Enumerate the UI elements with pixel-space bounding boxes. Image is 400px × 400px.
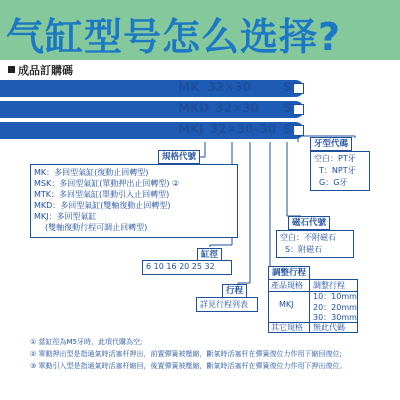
code-s: S [283,101,292,115]
spec-row: (雙軸復動行程可調止回轉型) [45,223,148,232]
footnote: ① 當缸徑為M5牙時，此項代購為空; [30,338,143,346]
bore-box [142,260,232,275]
code-s: S [283,80,292,94]
code-prefix: MKD [178,101,210,115]
bore-values: 6 10 16 20 25 32 [146,262,215,271]
thread-row: 空白：PT牙 [314,154,356,163]
spec-row: MKJ：多回型氣缸 [34,212,97,221]
thread-row: T：NPT牙 [319,166,356,175]
adjust-footer: 無此代碼 [313,323,345,332]
magnet-code-box [276,230,354,258]
code-size: 32×30 [215,101,259,115]
adjust-footer: 其它規格 [271,323,303,332]
section-title: 成品訂購碼 [18,64,73,77]
code-size: 32×30 [207,80,251,94]
adjust-stroke-header: 調整行程 [268,266,310,280]
stroke-header: 行程 [222,284,247,298]
footnote: ③ 單動引入型是指通氣時活塞杆縮回，後置彈簧被壓縮，斷氣時活塞杆在彈簧復位力作用下押出復位。 [30,362,347,370]
table-divider [309,280,310,332]
thread-row: G：G牙 [319,178,348,187]
thread-code-box [310,151,370,191]
bore-header: 缸徑 [197,248,222,262]
spec-row: MK：多回型氣缸(復動止回轉型) [34,168,149,177]
thread-code-header: 牙型代碼 [310,137,352,151]
magnet-code-header: 磁石代號 [288,216,330,230]
footnote: ② 單動押出型是指通氣時活塞杆押出，前置彈簧被壓縮，斷氣時活塞杆在彈簧復位力作用下縮回復位; [30,350,342,358]
adjust-col-header: 調整行程 [313,281,345,290]
spec-row: MSK：多回型氣缸(單動押出止回轉型) ② [34,179,180,188]
magnet-row: 空白：不附磁石 [280,233,336,242]
stroke-box [196,297,258,312]
code-prefix: MKJ [178,122,204,136]
adjust-row: 30：30mm [313,313,357,322]
adjust-row: 10：10mm [313,292,357,301]
spec-row: MKD：多回型氣缸(雙軸復動止回轉型) [34,201,171,210]
stroke-note: 詳見行程列表 [200,300,248,309]
magnet-row: S：附磁石 [285,245,323,254]
adjust-model: MKJ [279,300,294,309]
spec-code-header: 規格代號 [158,150,200,164]
code-size: 32×30–30 [209,122,277,136]
spec-code-box [30,164,238,238]
adjust-col-header: 產品規格 [271,281,303,290]
code-s: S [283,122,292,136]
code-prefix: MK [178,80,200,94]
adjust-stroke-table [268,279,358,333]
page-title: 气缸型号怎么选择? [6,15,342,59]
spec-row: MTK：多回型氣缸(單動引入止回轉型) [34,190,170,199]
adjust-row: 20：20mm [313,303,357,312]
